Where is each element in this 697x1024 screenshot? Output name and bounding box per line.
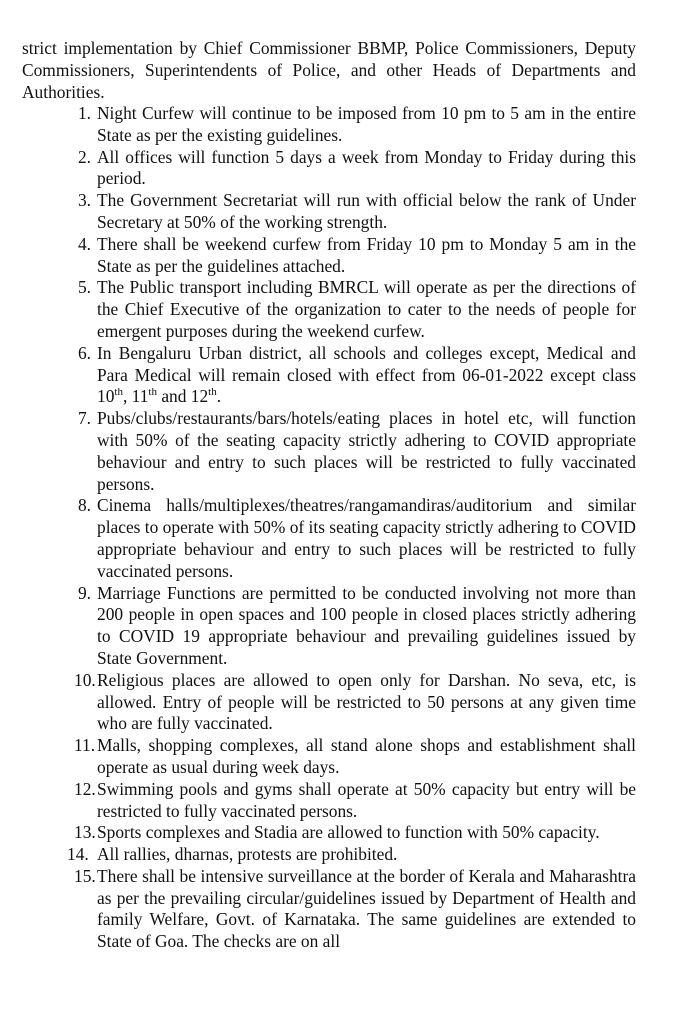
list-item bbox=[22, 866, 636, 953]
item-number: 6. bbox=[77, 342, 91, 363]
list-item bbox=[22, 822, 636, 844]
list-item bbox=[22, 583, 636, 670]
superscript: th bbox=[114, 386, 123, 399]
item-text: There shall be intensive surveillance at the border of Kerala and Maharashtra as per the prevailing circular/guidelines issued by Department of Health and family Welfare, Govt. of Karnataka. The same guidelines are extended to State of Goa. The checks are on all bbox=[97, 865, 636, 952]
item-text-part: , 11 bbox=[122, 386, 149, 407]
list-item bbox=[22, 408, 636, 495]
item-number: 15. bbox=[74, 865, 96, 886]
item-number: 8. bbox=[77, 495, 91, 516]
item-text: Marriage Functions are permitted to be conducted involving not more than 200 people in open spaces and 100 people in closed places strictly adhering to COVID 19 appropriate behaviour and prevailing guidelines issued by State Government. bbox=[97, 582, 636, 668]
list-item bbox=[22, 670, 636, 735]
item-number: 3. bbox=[77, 190, 91, 211]
item-text-part: and 12 bbox=[156, 386, 209, 407]
item-text bbox=[97, 343, 636, 408]
item-text: The Public transport including BMRCL will operate as per the directions of the Chief Executive of the organization to cater to the needs of people for emergent purposes during the weekend curfew. bbox=[97, 277, 636, 341]
list-item bbox=[22, 343, 636, 408]
item-text: There shall be weekend curfew from Friday 10 pm to Monday 5 am in the State as per the guidelines attached. bbox=[97, 233, 636, 276]
item-text: Religious places are allowed to open only for Darshan. No seva, etc, is allowed. Entry of people will be restricted to 50 persons at any given time who are fully vaccinated. bbox=[97, 669, 636, 734]
item-text: All offices will function 5 days a week from Monday to Friday during this period. bbox=[97, 146, 636, 189]
item-text: Swimming pools and gyms shall operate at 50% capacity but entry will be restricted to fully vaccinated persons. bbox=[97, 778, 636, 821]
item-number: 13. bbox=[74, 822, 96, 843]
intro-paragraph: strict implementation by Chief Commissioner BBMP, Police Commissioners, Deputy Commissioners, Superintendents of Police, and other Heads of Departments and Authorities. bbox=[22, 38, 636, 102]
item-number: 10. bbox=[74, 669, 96, 690]
item-text-part: . bbox=[216, 386, 222, 407]
item-number: 2. bbox=[77, 146, 91, 167]
list-item bbox=[22, 495, 636, 582]
guidelines-list bbox=[22, 103, 636, 953]
item-number: 9. bbox=[77, 582, 91, 603]
item-text: All rallies, dharnas, protests are prohibited. bbox=[97, 844, 398, 865]
list-item bbox=[22, 277, 636, 342]
item-number: 11. bbox=[74, 735, 96, 756]
item-text: Malls, shopping complexes, all stand alone shops and establishment shall operate as usual during week days. bbox=[97, 735, 636, 777]
list-item bbox=[22, 147, 636, 191]
list-item bbox=[22, 844, 636, 866]
superscript: th bbox=[148, 386, 157, 399]
item-number: 5. bbox=[77, 277, 91, 298]
item-text: Sports complexes and Stadia are allowed to function with 50% capacity. bbox=[97, 822, 600, 843]
item-number: 12. bbox=[74, 778, 96, 799]
item-text-main: In Bengaluru Urban district, all schools and colleges except, Medical and Para Medical will remain closed with effect from 06-01-2022 except class 10 bbox=[97, 342, 636, 407]
item-text: The Government Secretariat will run with official below the rank of Under Secretary at 50% of the working strength. bbox=[97, 190, 636, 232]
item-text: Night Curfew will continue to be imposed from 10 pm to 5 am in the entire State as per the existing guidelines. bbox=[97, 103, 636, 145]
list-item bbox=[22, 190, 636, 234]
item-number: 7. bbox=[77, 408, 91, 429]
item-number: 1. bbox=[77, 103, 91, 123]
item-number: 4. bbox=[77, 233, 91, 254]
list-item bbox=[22, 735, 636, 779]
superscript: th bbox=[208, 386, 217, 399]
item-number: 14. bbox=[67, 844, 89, 865]
list-item bbox=[22, 103, 636, 147]
list-item bbox=[22, 779, 636, 823]
item-text: Pubs/clubs/restaurants/bars/hotels/eating places in hotel etc, will function with 50% of the seating capacity strictly adhering to COVID appropriate behaviour and entry to such places will be restricted to fully vaccinated persons. bbox=[97, 408, 636, 494]
list-item bbox=[22, 234, 636, 278]
item-text: Cinema halls/multiplexes/theatres/rangamandiras/auditorium and similar places to operate with 50% of its seating capacity strictly adhering to COVID appropriate behaviour and entry to such places will be restricted to fully vaccinated persons. bbox=[97, 495, 636, 581]
